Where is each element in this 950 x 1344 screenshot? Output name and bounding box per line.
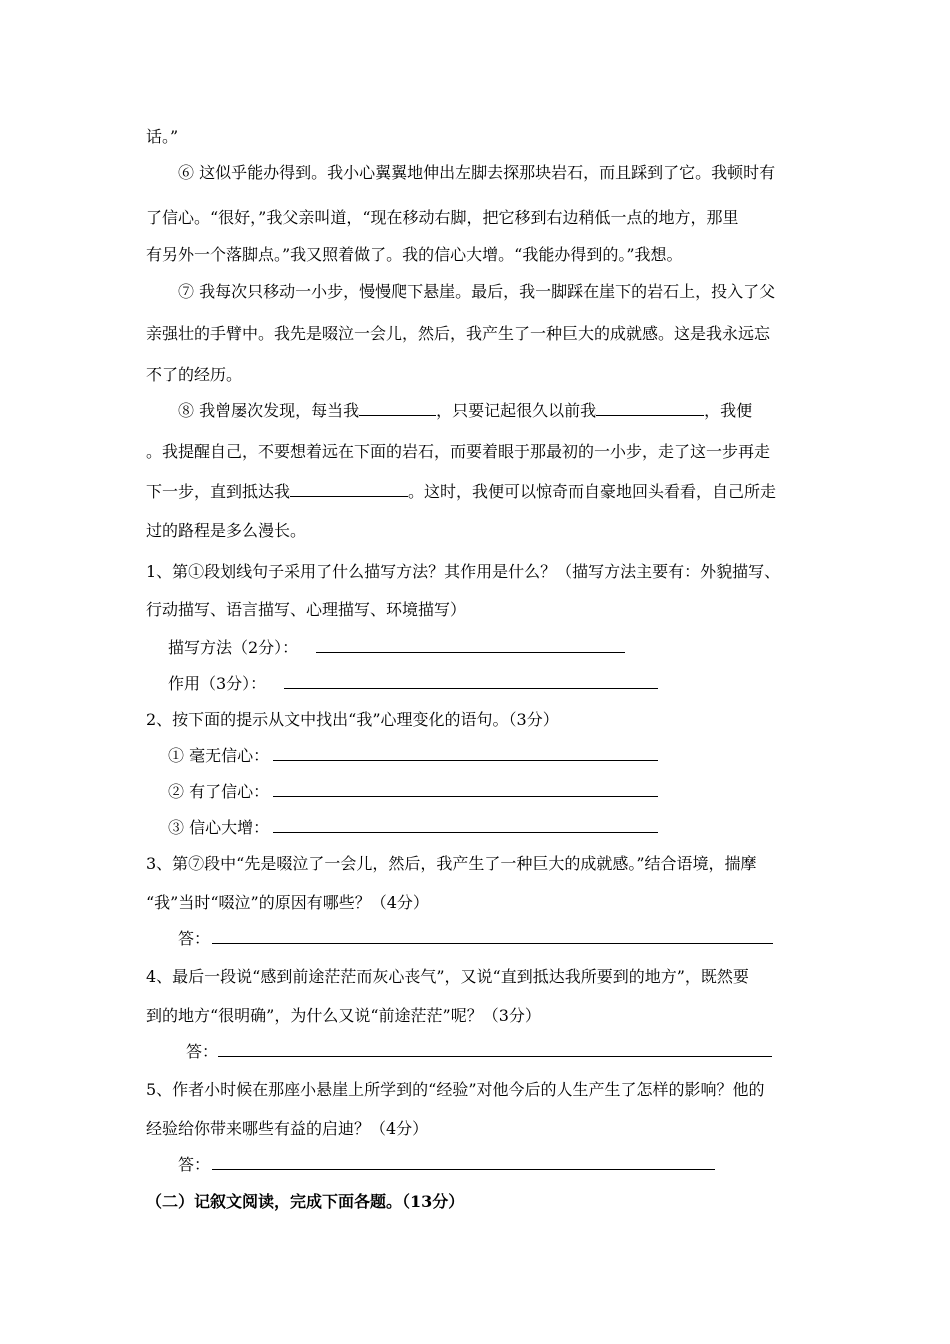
question-1-line-1: 1、第①段划线句子采用了什么描写方法？其作用是什么？（描写方法主要有：外貌描写、 [146, 562, 781, 581]
q2-item-2-label: ② 有了信心： [168, 782, 270, 801]
p8-text-b: ，只要记起很久以前我 [436, 401, 597, 420]
question-2-line: 2、按下面的提示从文中找出“我”心理变化的语句。（3分） [146, 710, 559, 729]
paragraph-8-line-3 [146, 482, 776, 502]
q1-method-label: 描写方法（2分）： [168, 638, 299, 657]
q3-answer-line[interactable] [212, 943, 773, 944]
p8-blank-2[interactable] [596, 401, 704, 416]
q1-effect-answer-line[interactable] [284, 688, 658, 689]
question-5-line-1: 5、作者小时候在那座小悬崖上所学到的“经验”对他今后的人生产生了怎样的影响？他的 [146, 1080, 765, 1099]
question-1-line-2: 行动描写、语言描写、心理描写、环境描写） [146, 600, 467, 619]
q2-item-2-answer-line[interactable] [273, 796, 658, 797]
p8-blank-3[interactable] [290, 482, 408, 497]
paragraph-8-line-2: 。我提醒自己，不要想着远在下面的岩石，而要着眼于那最初的一小步，走了这一步再走 [146, 442, 771, 461]
p8-text-a: ⑧ 我曾屡次发现，每当我 [178, 401, 360, 420]
q4-answer-label: 答： [186, 1042, 219, 1061]
q1-method-answer-line[interactable] [316, 652, 625, 653]
question-5-line-2: 经验给你带来哪些有益的启迪？（4分） [146, 1119, 429, 1138]
q5-answer-line[interactable] [212, 1169, 715, 1170]
paragraph-8-line-1 [178, 401, 752, 421]
question-4-line-2: 到的地方“很明确”，为什么又说“前途茫茫”呢？（3分） [146, 1006, 541, 1025]
paragraph-6-line-2: 了信心。“很好，”我父亲叫道，“现在移动右脚，把它移到右边稍低一点的地方，那里 [146, 208, 739, 227]
q2-item-1-answer-line[interactable] [273, 760, 658, 761]
p8-text-d: 下一步，直到抵达我 [146, 482, 291, 501]
paragraph-7-line-1: ⑦ 我每次只移动一小步，慢慢爬下悬崖。最后，我一脚踩在崖下的岩石上，投入了父 [178, 282, 776, 301]
question-4-line-1: 4、最后一段说“感到前途茫茫而灰心丧气”，又说“直到抵达我所要到的地方”，既然要 [146, 967, 749, 986]
q5-answer-label: 答： [178, 1155, 211, 1174]
question-3-line-2: “我”当时“啜泣”的原因有哪些？（4分） [146, 893, 429, 912]
paragraph-6-line-3: 有另外一个落脚点。”我又照着做了。我的信心大增。“我能办得到的。”我想。 [146, 245, 683, 264]
q1-effect-label: 作用（3分）： [168, 674, 267, 693]
paragraph-8-line-4: 过的路程是多么漫长。 [146, 521, 307, 540]
q3-answer-label: 答： [178, 929, 211, 948]
paragraph-7-line-2: 亲强壮的手臂中。我先是啜泣一会儿，然后，我产生了一种巨大的成就感。这是我永远忘 [146, 324, 771, 343]
paragraph-7-line-3: 不了的经历。 [146, 365, 243, 384]
p8-blank-1[interactable] [359, 401, 436, 416]
q2-item-1-label: ① 毫无信心： [168, 746, 270, 765]
p8-text-c: ，我便 [704, 401, 753, 420]
paragraph-6-line-1: ⑥ 这似乎能办得到。我小心翼翼地伸出左脚去探那块岩石，而且踩到了它。我顿时有 [178, 163, 776, 182]
section-2-heading: （二）记叙文阅读，完成下面各题。（13分） [146, 1192, 465, 1211]
q4-answer-line[interactable] [218, 1056, 772, 1057]
paragraph-5-tail: 话。” [146, 127, 179, 146]
q2-item-3-label: ③ 信心大增： [168, 818, 270, 837]
q2-item-3-answer-line[interactable] [273, 832, 658, 833]
p8-text-e: 。这时，我便可以惊奇而自豪地回头看看，自己所走 [408, 482, 777, 501]
question-3-line-1: 3、第⑦段中“先是啜泣了一会儿，然后，我产生了一种巨大的成就感。”结合语境，揣摩 [146, 854, 757, 873]
